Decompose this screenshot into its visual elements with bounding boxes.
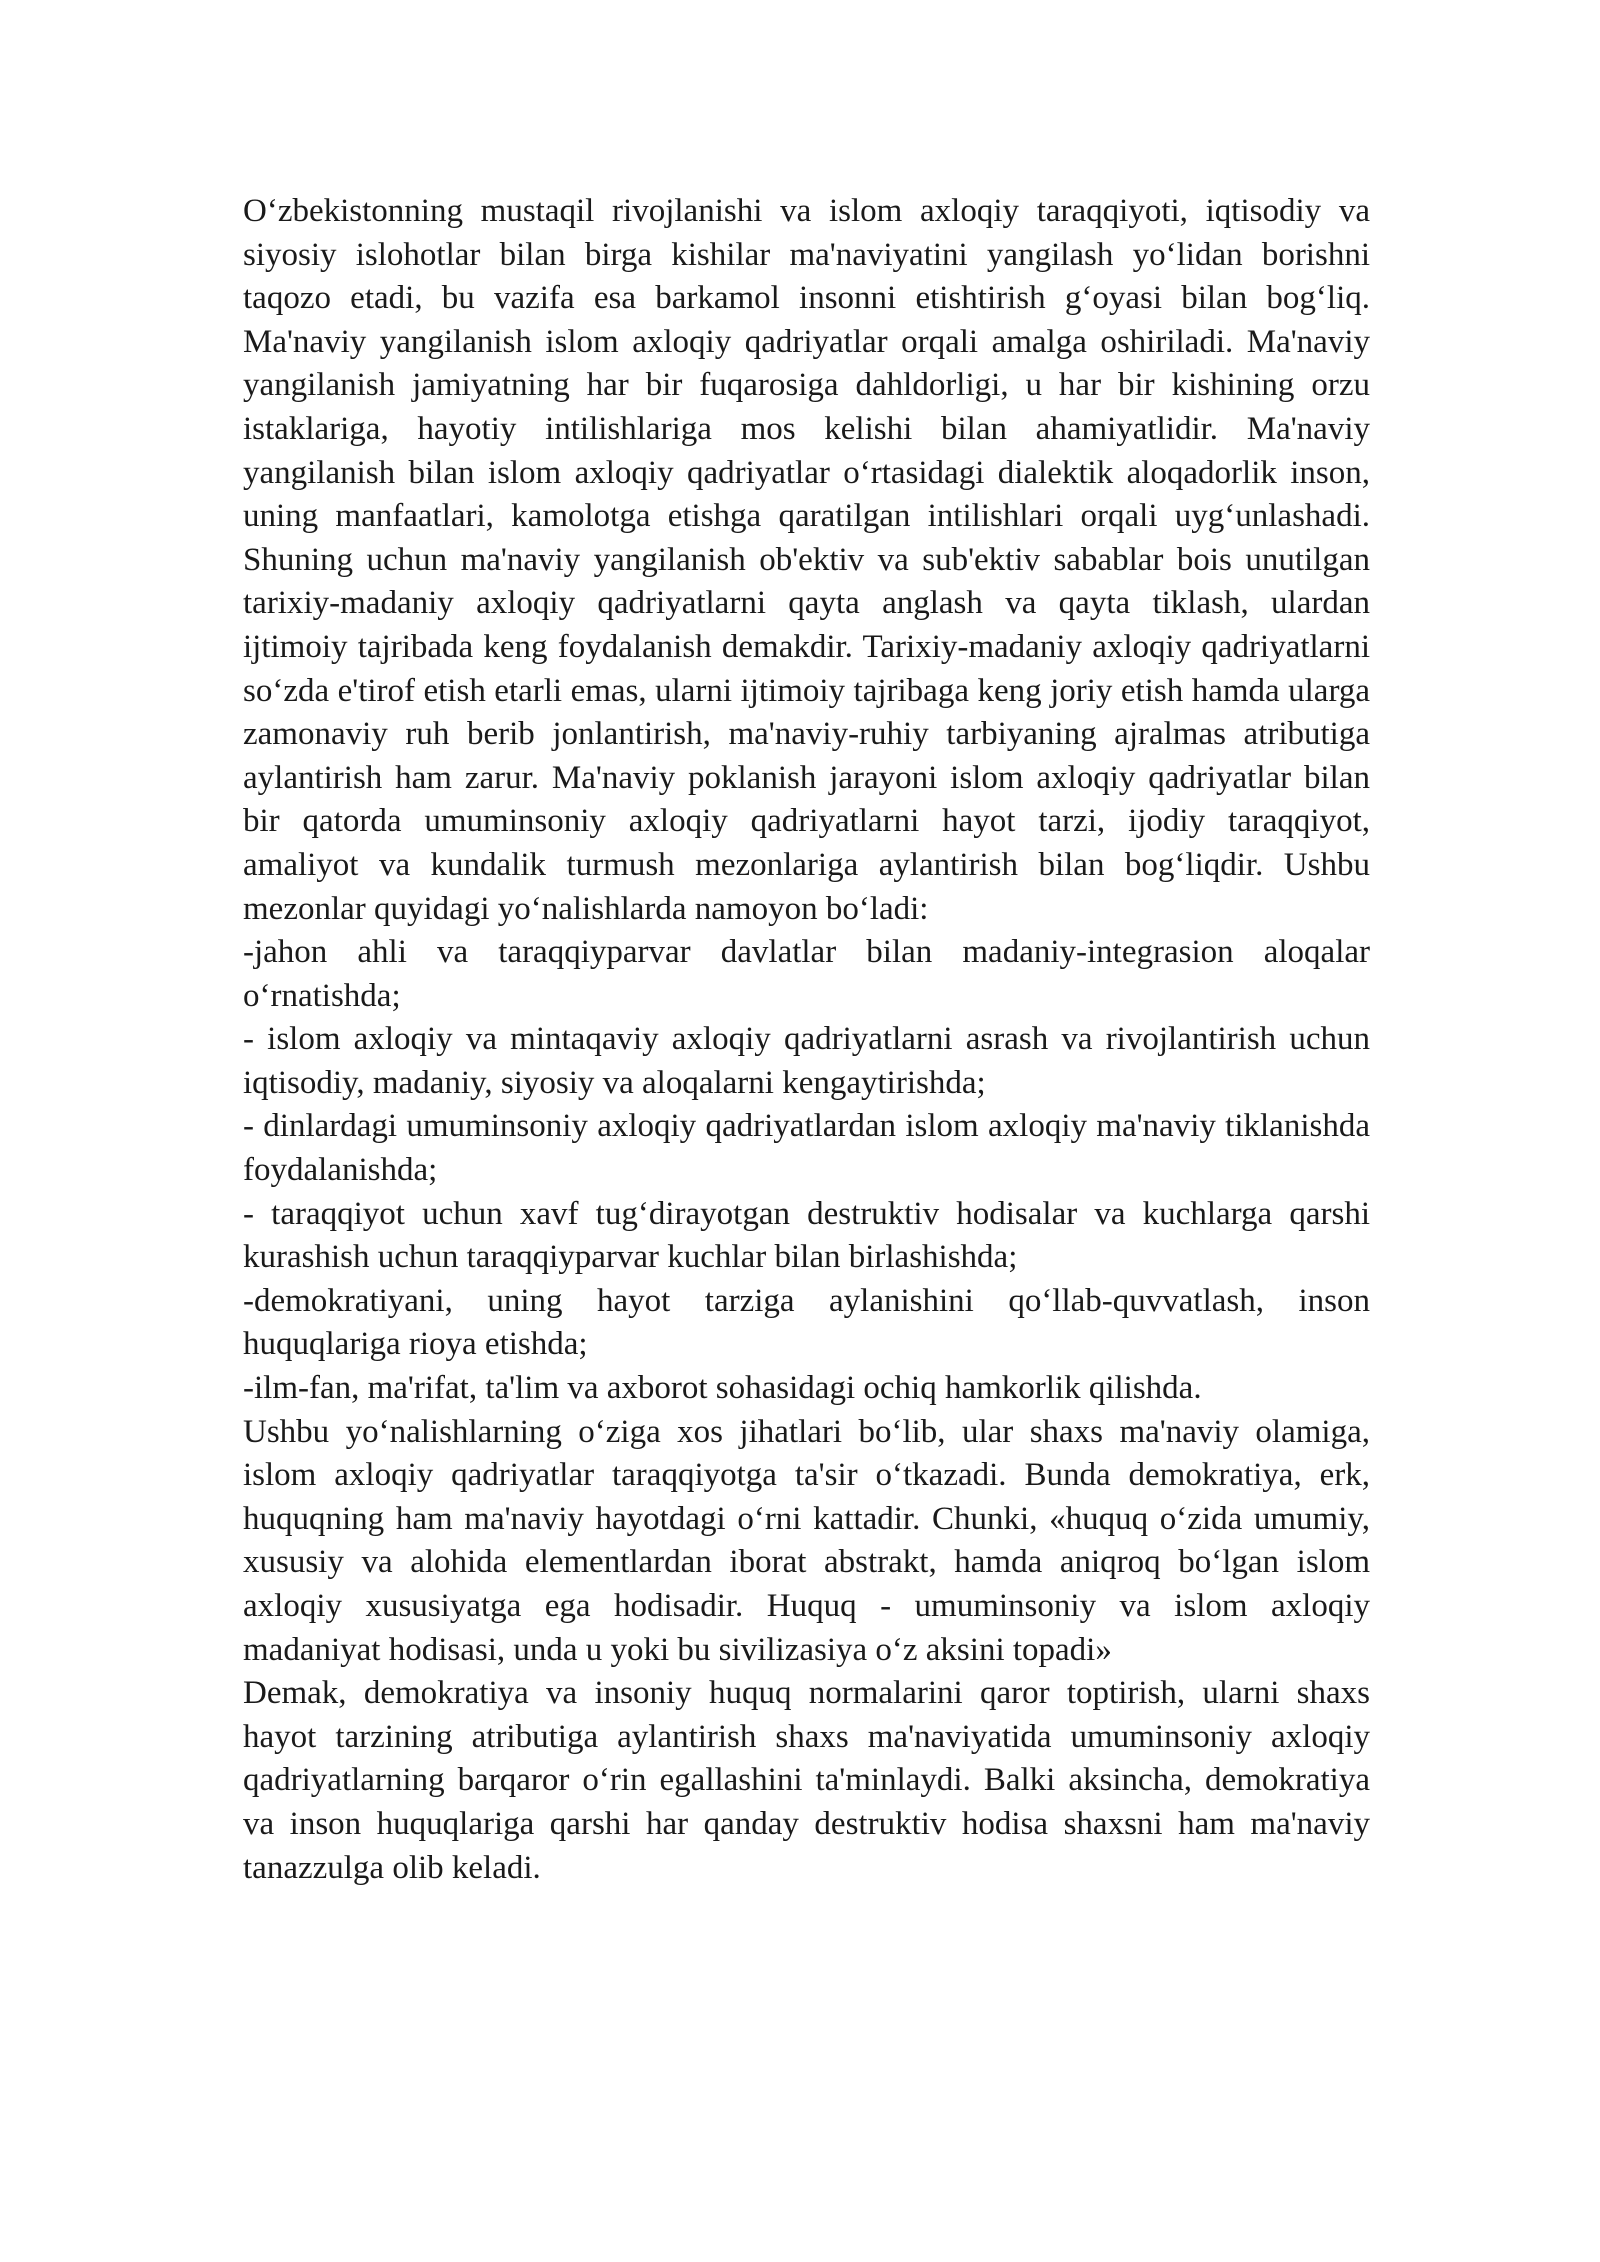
list-item-destructive-forces: - taraqqiyot uchun xavf tug‘dirayotgan destruktiv hodisalar va kuchlarga qarshi kurashish uchun taraqqiyparvar kuchlar bilan birlashishda; [243, 1195, 1370, 1276]
list-item-democracy: -demokratiyani, uning hayot tarziga aylanishini qo‘llab-quvvatlash, inson huquqlariga rioya etishda; [243, 1282, 1370, 1363]
list-item-religions: - dinlardagi umuminsoniy axloqiy qadriyatlardan islom axloqiy ma'naviy tiklanishda foydalanishda; [243, 1108, 1370, 1189]
paragraph-directions: Ushbu yo‘nalishlarning o‘ziga xos jihatlari bo‘lib, ular shaxs ma'naviy olamiga, islom axloqiy qadriyatlar taraqqiyotga ta'sir o‘tkazadi. Bunda demokratiya, erk, huquqning ham ma'naviy hayotdagi o‘rni kattadir. Chunki, «huquq o‘zida umumiy, xususiy va alohida elementlardan iborat abstrakt, hamda aniqroq bo‘lgan islom axloqiy xususiyatga ega hodisadir. Huquq - umuminsoniy va islom axloqiy madaniyat hodisasi, unda u yoki bu sivilizasiya o‘z aksini topadi» [243, 1413, 1370, 1668]
document-page [243, 190, 1370, 1890]
paragraph-conclusion: Demak, demokratiya va insoniy huquq normalarini qaror toptirish, ularni shaxs hayot tarzining atributiga aylantirish shaxs ma'naviyatida umuminsoniy axloqiy qadriyatlarning barqaror o‘rin egallashini ta'minlaydi. Balki aksincha, demokratiya va inson huquqlariga qarshi har qanday destruktiv hodisa shaxsni ham ma'naviy tanazzulga olib keladi. [243, 1675, 1370, 1886]
paragraph-intro: O‘zbekistonning mustaqil rivojlanishi va islom axloqiy taraqqiyoti, iqtisodiy va siyosiy islohotlar bilan birga kishilar ma'naviyatini yangilash yo‘lidan borishni taqozo etadi, bu vazifa esa barkamol insonni etishtirish g‘oyasi bilan bog‘liq. Ma'naviy yangilanish islom axloqiy qadriyatlar orqali amalga oshiriladi. Ma'naviy yangilanish jamiyatning har bir fuqarosiga dahldorligi, u har bir kishining orzu istaklariga, hayotiy intilishlariga mos kelishi bilan ahamiyatlidir. Ma'naviy yangilanish bilan islom axloqiy qadriyatlar o‘rtasidagi dialektik aloqadorlik inson, uning manfaatlari, kamolotga etishga qaratilgan intilishlari orqali uyg‘unlashadi. Shuning uchun ma'naviy yangilanish ob'ektiv va sub'ektiv sabablar bois unutilgan tarixiy-madaniy axloqiy qadriyatlarni qayta anglash va qayta tiklash, ulardan ijtimoiy tajribada keng foydalanish demakdir. Tarixiy-madaniy axloqiy qadriyatlarni so‘zda e'tirof etish etarli emas, ularni ijtimoiy tajribaga keng joriy etish hamda ularga zamonaviy ruh berib jonlantirish, ma'naviy-ruhiy tarbiyaning ajralmas atributiga aylantirish ham zarur. Ma'naviy poklanish jarayoni islom axloqiy qadriyatlar bilan bir qatorda umuminsoniy axloqiy qadriyatlarni hayot tarzi, ijodiy taraqqiyot, amaliyot va kundalik turmush mezonlariga aylantirish bilan bog‘liqdir. Ushbu mezonlar quyidagi yo‘nalishlarda namoyon bo‘ladi: [243, 193, 1370, 927]
list-item-science: -ilm-fan, ma'rifat, ta'lim va axborot sohasidagi ochiq hamkorlik qilishda. [243, 1370, 1202, 1407]
list-item-integration: -jahon ahli va taraqqiyparvar davlatlar bilan madaniy-integrasion aloqalar o‘rnatishda; [243, 934, 1370, 1014]
list-item-preservation: - islom axloqiy va mintaqaviy axloqiy qadriyatlarni asrash va rivojlantirish uchun iqtisodiy, madaniy, siyosiy va aloqalarni kengaytirishda; [243, 1021, 1370, 1101]
